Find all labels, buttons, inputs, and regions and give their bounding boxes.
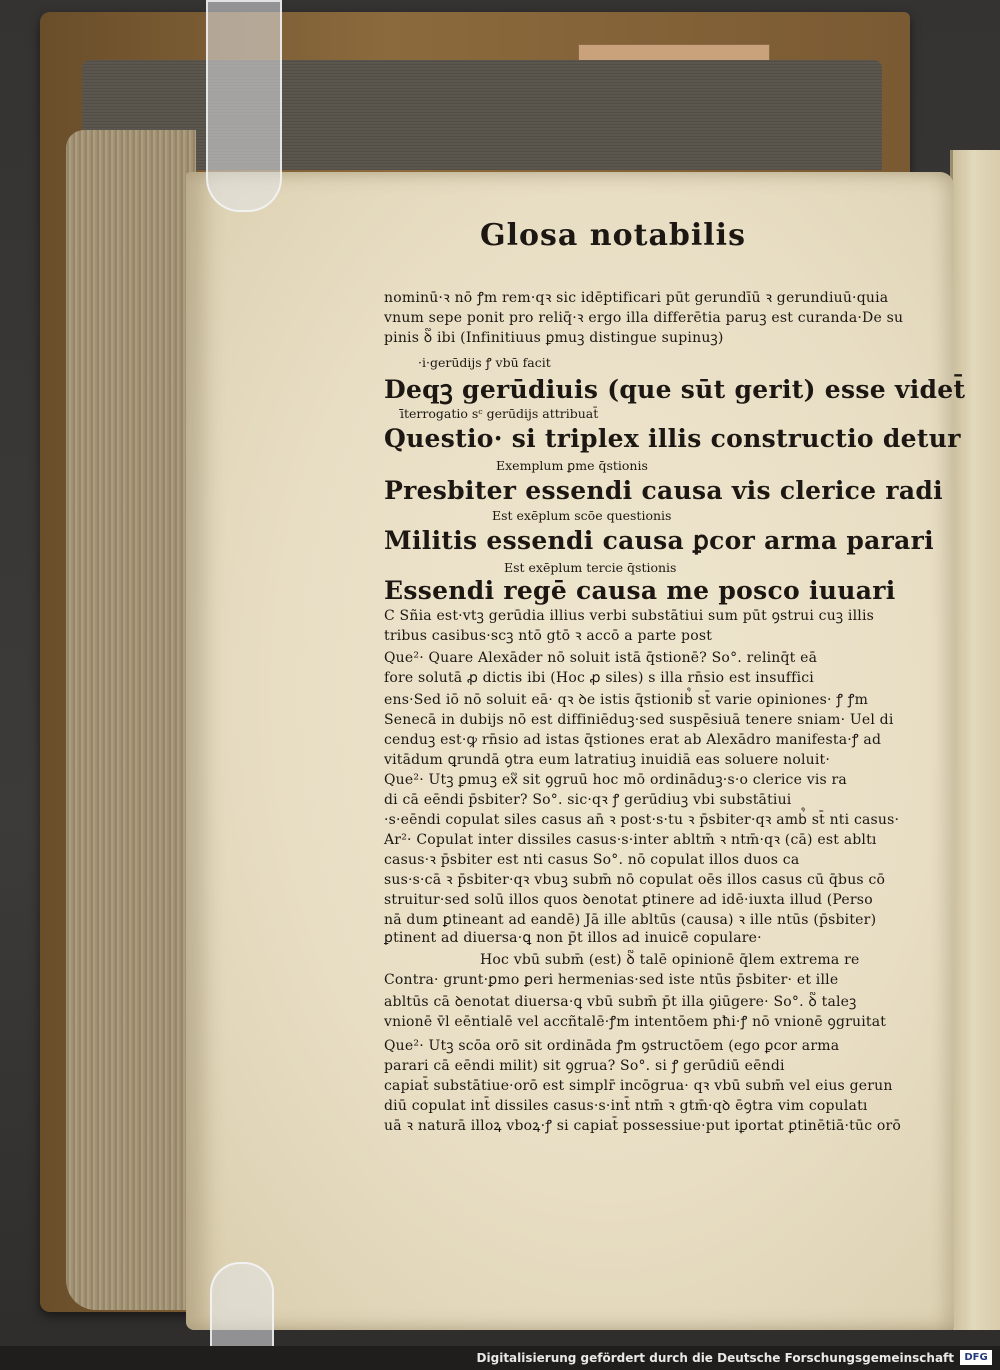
text-line: vnum sepe ponit pro reliq̄·ꝛ ergo illa differētia paruꝫ est curanda·De su (384, 310, 904, 326)
verse-line: Deqꝫ gerūdiuis (que sūt gerit) esse videt̄ (384, 375, 966, 404)
text-line: Que²· Quare Alexāder nō soluit istā q̄stionē? So°. relinq̄t eā (384, 650, 818, 666)
text-line: C Sñia est·vtꝫ gerūdia illius verbi substātiui sum pūt ꝯstrui cuꝫ illis (384, 608, 875, 624)
text-line: fore solutā ꝓ dictis ibi (Hoc ꝓ siles) s illa rn̄sio est insuffici (384, 670, 814, 686)
facing-page-edge (950, 150, 1000, 1330)
verse-line: Militis essendi causa ꝑcor arma parari (384, 526, 934, 555)
text-line: pinis ꝺ᷑ ibi (Infinitiuus ꝑmuꝫ distingue supinuꝫ) (384, 330, 724, 346)
text-line: nominū·ꝛ nō ꝭm rem·qꝛ sic idēptificari pūt gerundīū ꝛ gerundiuū·quia (384, 290, 889, 306)
text-line: Que²· Utꝫ ꝑmuꝫ ex᷑ sit ꝯgruū hoc mō ordināduꝫ·s·o clerice vis ra (384, 772, 847, 788)
book-fore-edge (66, 130, 196, 1310)
text-line: cenduꝫ est·ꝙ rn̄sio ad istas q̄stiones erat ab Alexādro manifesta·ꝭ ad (384, 732, 882, 748)
verse-line: Presbiter essendi causa vis clerice radi (384, 476, 943, 505)
text-line: Ar²· Copulat inter dissiles casus·s·inter abltm̄ ꝛ ntm̄·qꝛ (cā) est abltı (384, 832, 877, 848)
text-line: Hoc vbū subm̄ (est) ꝺ᷑ talē opinionē q̄lem extrema re (480, 952, 860, 968)
text-line: vnionē v̄l eēntialē vel accñtalē·ꝭm intentōem pħi·ꝭ nō vnionē ꝯgruitat (384, 1014, 887, 1030)
text-line: capiat̄ substātiue·orō est simplr̄ incōgrua· qꝛ vbū subm̄ vel eius gerun (384, 1078, 893, 1094)
gloss-line: Est exēplum scōe questionis (492, 508, 672, 523)
text-line: diū copulat int̄ dissiles casus·s·int̄ ntm̄ ꝛ gtm̄·qꝺ ēꝯtra vim copulatı (384, 1098, 868, 1114)
verse-line: Essendi regē causa me posco iuuari (384, 576, 896, 605)
text-line: Contra· grunt·ꝑmo ꝑeri hermenias·sed iste ntūs p̄sbiter· et ille (384, 972, 839, 988)
text-line: abltūs cā ꝺenotat diuersa·ꝗ vbū subm̄ p̄t illa ꝯiūgere· So°. ꝺ᷑ taleꝫ (384, 994, 857, 1010)
gloss-line: Exemplum ꝑme q̄stionis (496, 458, 648, 473)
text-line: uā ꝛ naturā illoꝝ vboꝝ·ꝭ si capiat̄ possessiue·put iꝑortat ꝑtinētiā·tūc orō (384, 1118, 902, 1134)
running-head: Glosa notabilis (480, 218, 746, 253)
text-line: Que²· Utꝫ scōa orō sit ordināda ꝭm ꝯstructōem (ego ꝑcor arma (384, 1038, 840, 1054)
text-line: nā dum ꝑtineant ad eandē) Jā ille abltūs (causa) ꝛ ille ntūs (p̄sbiter) (384, 912, 877, 928)
footer-credit: Digitalisierung gefördert durch die Deutsche Forschungsgemeinschaft (476, 1351, 954, 1365)
text-line: ·s·eēndi copulat siles casus an̄ ꝛ post·s·tu ꝛ p̄sbiter·qꝛ amb᷒ st̄ nti casus· (384, 812, 900, 828)
gloss-line: ·i·gerūdijs ꝭ vbū facit (418, 355, 551, 370)
text-line: Senecā in dubijs nō est diffiniēduꝫ·sed suspēsiuā tenere sniam· Uel di (384, 712, 894, 728)
gloss-line: Est exēplum tercie q̄stionis (504, 560, 677, 575)
text-line: ꝑtinent ad diuersa·ꝗ non p̄t illos ad inuicē copulare· (384, 930, 762, 946)
text-line: sus·s·cā ꝛ p̄sbiter·qꝛ vbuꝫ subm̄ nō copulat oēs illos casus cū q̄bus cō (384, 872, 886, 888)
text-line: parari cā eēndi milit) sit ꝯgrua? So°. si ꝭ gerūdiū eēndi (384, 1058, 785, 1074)
text-line: casus·ꝛ p̄sbiter est nti casus So°. nō copulat illos duos ca (384, 852, 800, 868)
text-line: vitādum ꝗrundā ꝯtra eum latratiuꝫ inuidiā eas soluere noluit· (384, 752, 831, 768)
text-line: tribus casibus·scꝫ ntō gtō ꝛ accō a parte post (384, 628, 713, 644)
text-line: struitur·sed solū illos quos ꝺenotat ꝑtinere ad idē·iuxta illud (Perso (384, 892, 873, 908)
verse-line: Questio· si triplex illis constructio detur (384, 424, 961, 453)
gloss-line: ī̄terrogatio sᶜ gerūdijs attribuat̄ (400, 406, 599, 421)
text-line: di cā eēndi p̄sbiter? So°. sic·qꝛ ꝭ gerūdiuꝫ vbi substātiui (384, 792, 792, 808)
footer-bar (0, 1346, 1000, 1370)
book-block-top-edge (82, 60, 882, 170)
page-holder-clip-top (206, 0, 282, 212)
text-line: ens·Sed iō nō soluit eā· qꝛ ꝺe istis q̄stionib᷒ st̄ varie opiniones· ꝭ ꝭm (384, 692, 869, 708)
dfg-logo: DFG (960, 1350, 992, 1365)
